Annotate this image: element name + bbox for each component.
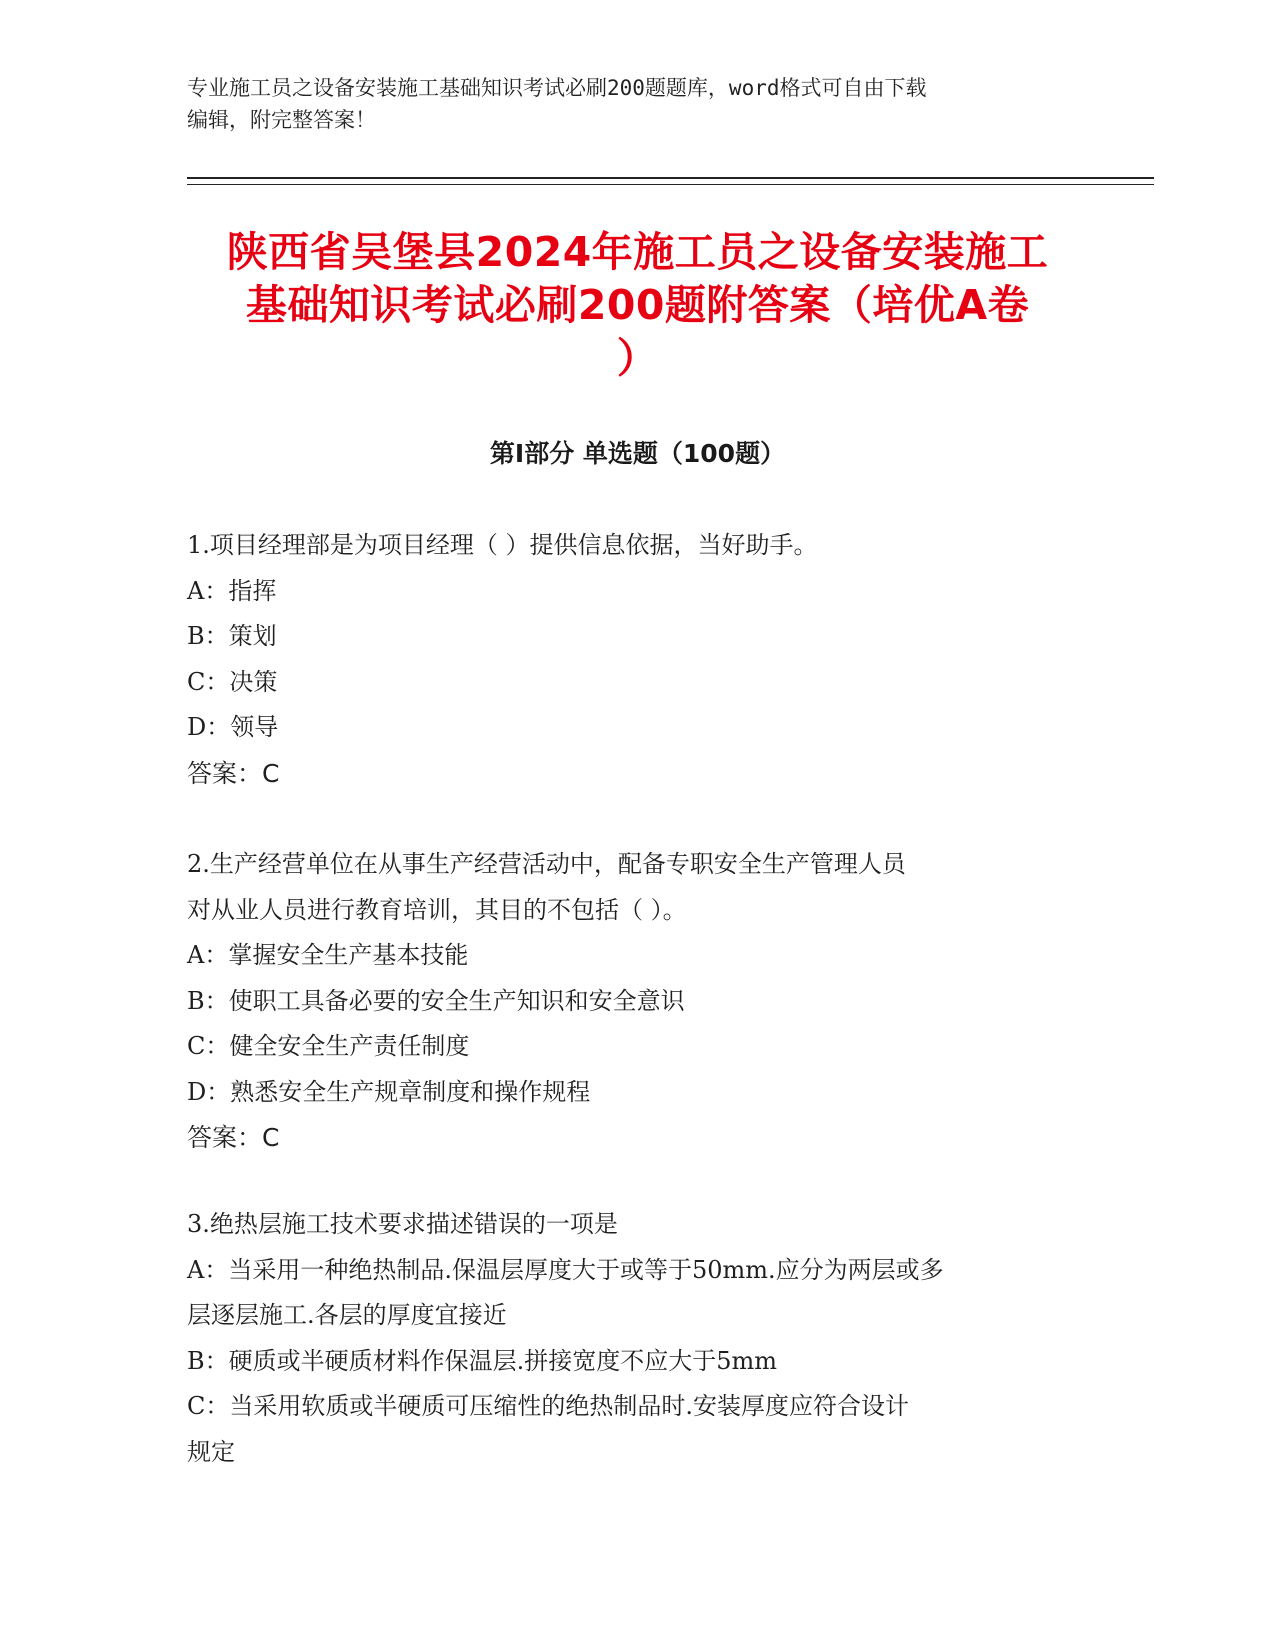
- title-line-1: 陕西省吴堡县2024年施工员之设备安装施工: [226, 228, 1049, 276]
- question-3: [187, 1202, 1087, 1475]
- section-heading: 第I部分 单选题（100题）: [489, 439, 786, 468]
- option-c: C：决策: [187, 667, 278, 696]
- option-b: B：策划: [187, 622, 277, 650]
- document-title: [150, 226, 1125, 385]
- option-a: A：指挥: [187, 576, 277, 605]
- option-c: C：健全安全生产责任制度: [187, 1032, 470, 1060]
- question-stem: 1.项目经理部是为项目经理（ ）提供信息依据，当好助手。: [187, 531, 818, 559]
- option-c-line-2: 规定: [187, 1437, 235, 1466]
- question-stem-line-2: 对从业人员进行教育培训，其目的不包括（ ）。: [187, 895, 687, 924]
- question-2: [187, 842, 1087, 1161]
- answer: 答案：C: [187, 1123, 280, 1152]
- title-line-2: 基础知识考试必刷200题附答案（培优A卷: [245, 281, 1030, 329]
- intro-line-1: 专业施工员之设备安装施工基础知识考试必刷200题题库，word格式可自由下载: [187, 76, 927, 100]
- title-line-3: ）: [616, 334, 659, 382]
- option-a: A：掌握安全生产基本技能: [187, 941, 469, 969]
- intro-text: [187, 72, 1087, 136]
- option-d: D：熟悉安全生产规章制度和操作规程: [187, 1077, 591, 1106]
- intro-line-2: 编辑，附完整答案！: [187, 108, 376, 132]
- option-c-line-1: C：当采用软质或半硬质可压缩性的绝热制品时.安装厚度应符合设计: [187, 1392, 909, 1420]
- header-rule-thin: [187, 184, 1154, 185]
- option-a-line-2: 层逐层施工.各层的厚度宜接近: [187, 1301, 507, 1329]
- question-stem-line-1: 2.生产经营单位在从事生产经营活动中，配备专职安全生产管理人员: [187, 850, 906, 878]
- option-a-line-1: A：当采用一种绝热制品.保温层厚度大于或等于50mm.应分为两层或多: [187, 1255, 944, 1284]
- option-b: B：硬质或半硬质材料作保温层.拼接宽度不应大于5mm: [187, 1346, 778, 1375]
- header-rule-thick: [187, 177, 1154, 179]
- option-d: D：领导: [187, 713, 279, 741]
- option-b: B：使职工具备必要的安全生产知识和安全意识: [187, 986, 685, 1015]
- answer: 答案：C: [187, 758, 280, 788]
- question-1: [187, 523, 1087, 796]
- question-stem: 3.绝热层施工技术要求描述错误的一项是: [187, 1210, 618, 1238]
